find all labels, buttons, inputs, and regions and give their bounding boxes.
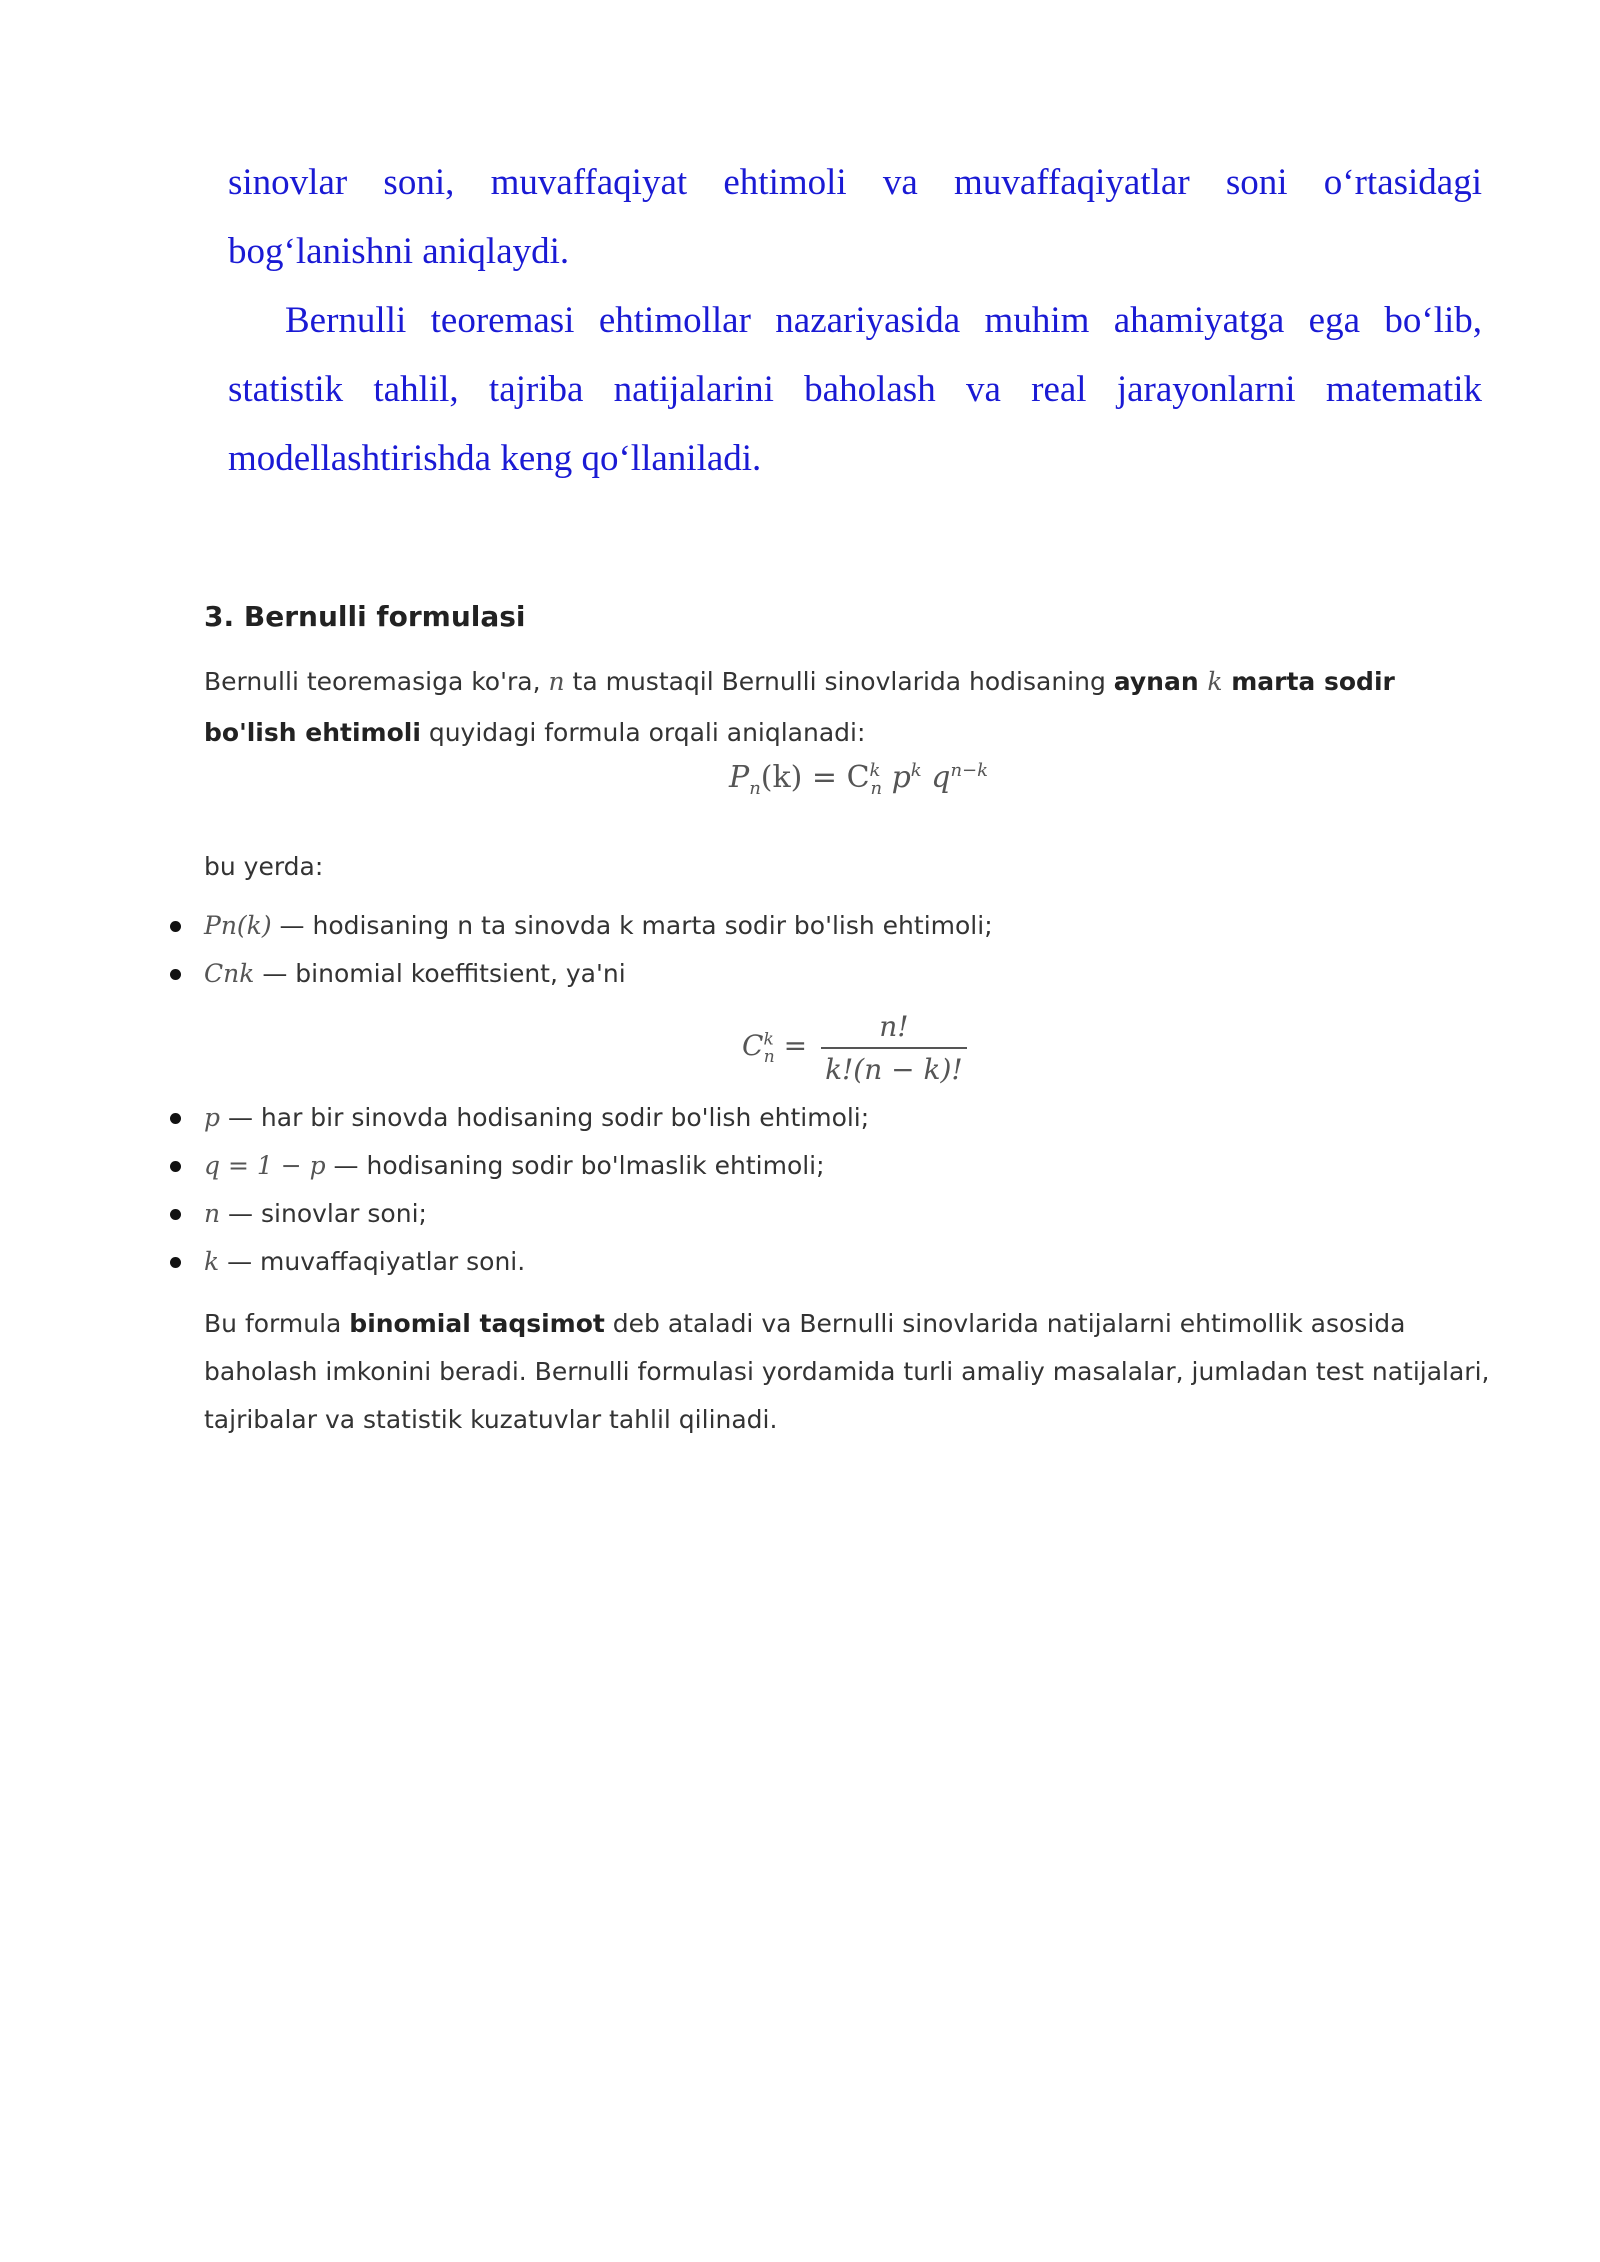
list-item-text: — sinovlar soni; bbox=[220, 1199, 427, 1228]
list-item-text: — har bir sinovda hodisaning sodir bo'lish ehtimoli; bbox=[220, 1103, 870, 1132]
list-item-text: — hodisaning n ta sinovda k marta sodir bo'lish ehtimoli; bbox=[271, 911, 993, 940]
bullet-icon bbox=[170, 921, 181, 932]
bernoulli-formula bbox=[729, 760, 988, 799]
formula-part: = bbox=[774, 1029, 808, 1063]
math-term: q = 1 − p bbox=[204, 1151, 326, 1180]
list-item bbox=[164, 950, 993, 998]
math-term: k bbox=[204, 1247, 220, 1276]
binomial-coefficient-formula bbox=[742, 1010, 967, 1086]
formula-part: k bbox=[763, 1029, 774, 1050]
blue-text-section bbox=[228, 148, 1482, 493]
list-item-text: — hodisaning sodir bo'lmaslik ehtimoli; bbox=[325, 1151, 825, 1180]
fraction-numerator: n! bbox=[879, 1010, 909, 1043]
intro-paragraph bbox=[204, 656, 1494, 758]
fraction-denominator: k!(n − k)! bbox=[821, 1047, 967, 1086]
math-term: Cnk bbox=[204, 959, 255, 988]
formula-lhs bbox=[742, 1029, 807, 1067]
section-heading: 3. Bernulli formulasi bbox=[204, 600, 526, 633]
bullet-icon bbox=[170, 1209, 181, 1220]
list-item bbox=[164, 1094, 869, 1142]
paragraph-line: bog‘lanishni aniqlaydi. bbox=[228, 231, 570, 272]
math-term: n bbox=[204, 1199, 221, 1228]
paragraph: Bernulli teoremasi ehtimollar nazariyasida muhim ahamiyatga ega bo‘lib, statistik tahlil, tajriba natijalarini baholash va real jarayonlarni matematik modellashtirishda keng qo‘llaniladi. bbox=[228, 300, 1482, 479]
definitions-list-top bbox=[164, 902, 993, 998]
math-term: p bbox=[204, 1103, 221, 1132]
bullet-icon bbox=[170, 1161, 181, 1172]
formula-part: k bbox=[910, 760, 922, 781]
formula-part: n bbox=[749, 778, 761, 799]
list-item bbox=[164, 1238, 869, 1286]
text-run: deb ataladi va Bernulli sinovlarida natijalarni ehtimollik asosida baholash imkonini beradi. Bernulli formulasi yordamida turli amaliy masalalar, jumladan test natijalari, tajribalar va statistik kuzatuvlar tahlil qilinadi. bbox=[204, 1309, 1490, 1434]
outro-paragraph bbox=[204, 1300, 1494, 1444]
text-run: quyidagi formula orqali aniqlanadi: bbox=[420, 718, 866, 747]
formula-part: n−k bbox=[950, 760, 989, 781]
list-item bbox=[164, 1142, 869, 1190]
text-run: Bu formula bbox=[204, 1309, 350, 1338]
math-term: Pn(k) bbox=[204, 911, 272, 940]
list-item bbox=[164, 902, 993, 950]
formula-part: (k) = C bbox=[760, 760, 870, 795]
math-var: n bbox=[548, 667, 565, 696]
list-item bbox=[164, 1190, 869, 1238]
bold-run: marta sodir bo'lish ehtimoli bbox=[204, 667, 1395, 747]
formula-part: q bbox=[921, 760, 951, 795]
list-item-text: — muvaffaqiyatlar soni. bbox=[219, 1247, 526, 1276]
formula-part: n bbox=[763, 1046, 775, 1067]
bullet-icon bbox=[170, 1113, 181, 1124]
list-item-text: — binomial koeffitsient, ya'ni bbox=[254, 959, 626, 988]
bullet-icon bbox=[170, 969, 181, 980]
formula-part: C bbox=[742, 1029, 764, 1063]
text-run: ta mustaqil Bernulli sinovlarida hodisaning bbox=[564, 667, 1114, 696]
bu-yerda-label: bu yerda: bbox=[204, 852, 324, 881]
formula-part: p bbox=[882, 760, 911, 795]
formula-part: k bbox=[869, 760, 881, 781]
math-var: k bbox=[1207, 667, 1223, 696]
formula-part: n bbox=[870, 778, 883, 799]
bullet-icon bbox=[170, 1257, 181, 1268]
bold-run: aynan bbox=[1113, 667, 1208, 696]
bold-run: binomial taqsimot bbox=[349, 1309, 605, 1338]
formula-part: P bbox=[729, 760, 750, 795]
paragraph-line: sinovlar soni, muvaffaqiyat ehtimoli va muvaffaqiyatlar soni o‘rtasidagi bbox=[228, 162, 1482, 203]
fraction bbox=[821, 1010, 967, 1086]
text-run: Bernulli teoremasiga ko'ra, bbox=[204, 667, 549, 696]
definitions-list-bottom bbox=[164, 1094, 869, 1286]
